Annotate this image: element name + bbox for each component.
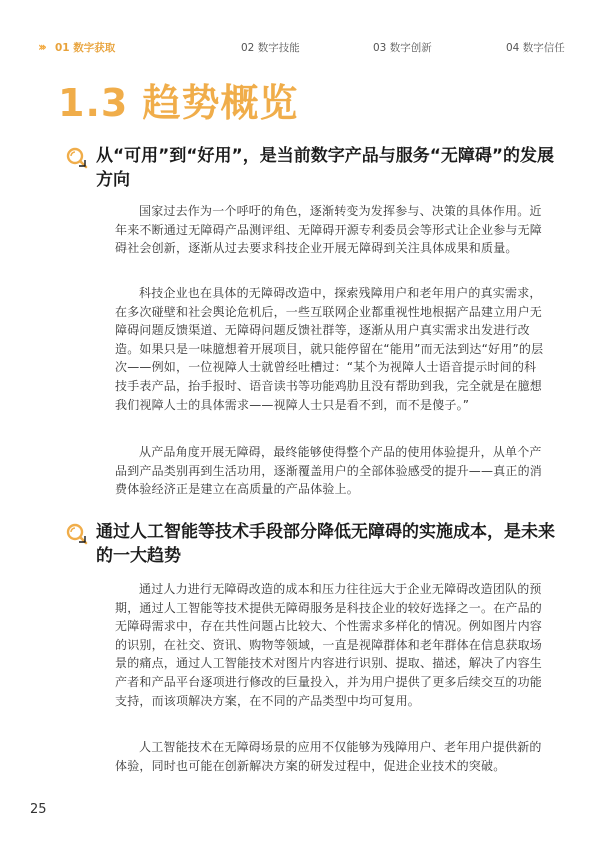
nav-tab-digital-trust[interactable]: 04 数字信任 [506, 42, 565, 54]
nav-tab-digital-access[interactable]: 01 数字获取 [55, 42, 116, 54]
top-navigation [38, 40, 568, 60]
page-number: 25 [30, 802, 47, 817]
paragraph: 从产品角度开展无障碍，最终能够使得整个产品的使用体验提升，从单个产品到产品类别再到生活功用，逐渐覆盖用户的全部体验感受的提升——真正的消费体验经济正是建立在高质量的产品体验上。 [115, 445, 543, 497]
paragraph: 人工智能技术在无障碍场景的应用不仅能够为残障用户、老年用户提供新的体验，同时也可能在创新解决方案的研发过程中，促进企业技术的突破。 [115, 740, 542, 773]
section-heading-text: 从“可用”到“好用”，是当前数字产品与服务“无障碍”的发展方向 [96, 146, 555, 190]
section-heading [66, 520, 566, 568]
magnifier-with-arrow-icon [66, 147, 88, 169]
magnifier-with-arrow-icon [66, 523, 88, 545]
section-heading-text: 通过人工智能等技术手段部分降低无障碍的实施成本，是未来的一大趋势 [96, 522, 555, 566]
paragraph: 国家过去作为一个呼吁的角色，逐渐转变为发挥参与、决策的具体作用。近年来不断通过无障碍产品测评组、无障碍开源专利委员会等形式让企业参与无障碍社会创新，逐渐从过去要求科技企业开展无障碍到关注具体成果和质量。 [115, 204, 543, 256]
paragraph: 科技企业也在具体的无障碍改造中，探索残障用户和老年用户的真实需求，在多次碰壁和社会舆论危机后，一些互联网企业都重视性地根据产品建立用户无障碍问题反馈渠道、无障碍问题反馈社群等，逐渐从用户真实需求出发进行改造。如果只是一味臆想着开展项目，就只能停留在“能用”而无法到达“好用”的层次——例如，一位视障人士就曾经吐槽过：“某个为视障人士语音提示时间的科技手表产品，抬手报时、语音读书等功能鸡肋且没有帮助到我，完全就是在臆想我们视障人士的具体需求——视障人士只是看不到，而不是傻子。” [115, 286, 544, 412]
nav-tab-digital-innovation[interactable]: 03 数字创新 [373, 42, 432, 54]
section-heading [66, 144, 566, 192]
nav-tab-digital-skills[interactable]: 02 数字技能 [241, 42, 300, 54]
page-title: 1.3 趋势概览 [58, 81, 299, 125]
paragraph: 通过人力进行无障碍改造的成本和压力往往远大于企业无障碍改造团队的预期，通过人工智能等技术提供无障碍服务是科技企业的较好选择之一。在产品的无障碍需求中，存在共性问题占比较大、个性需求多样化的情况。例如图片内容的识别，在社交、资讯、购物等领域，一直是视障群体和老年群体在信息获取场景的痛点，通过人工智能技术对图片内容进行识别、提取、描述，解决了内容生产者和产品平台逐项进行修改的巨量投入，并为用户提供了更多后续交互的功能支持，而该项解决方案，在不同的产品类型中均可复用。 [115, 582, 543, 708]
double-chevron-right-icon: ››› [38, 40, 44, 54]
